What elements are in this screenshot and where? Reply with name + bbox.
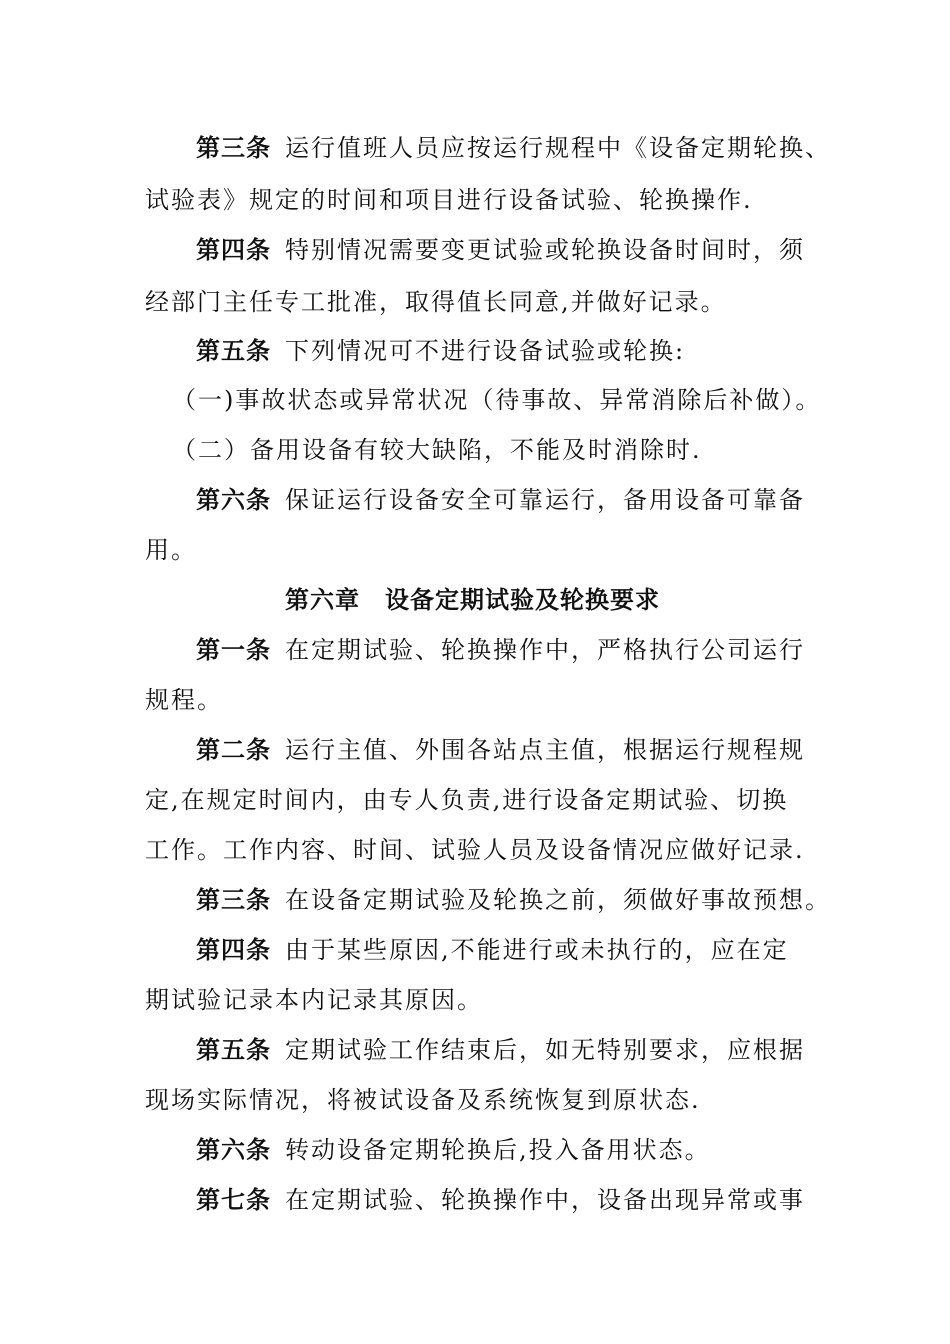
paragraph-c5-line2: 现场实际情况，将被试设备及系统恢复到原状态.: [145, 1086, 701, 1114]
paragraph-c1-line2: 规程。: [145, 686, 223, 714]
paragraph-c2-line2: 定,在规定时间内，由专人负责,进行设备定期试验、切换: [145, 786, 789, 814]
paragraph-c3-line1: [196, 882, 831, 918]
article-heading: 第七条: [196, 1186, 271, 1214]
list-item-2: （二）备用设备有较大缺陷，不能及时消除时.: [172, 436, 702, 464]
paragraph-text: 定期试验工作结束后，如无特别要求，应根据: [285, 1036, 805, 1064]
paragraph-text: 在定期试验、轮换操作中，设备出现异常或事: [285, 1186, 805, 1214]
article-heading: 第五条: [196, 1036, 271, 1064]
paragraph-c5-line1: [196, 1032, 805, 1068]
paragraph-text: 保证运行设备安全可靠运行，备用设备可靠备: [285, 486, 805, 514]
paragraph-text: 下列情况可不进行设备试验或轮换:: [285, 337, 686, 365]
paragraph-art4-line1: [196, 232, 805, 268]
paragraph-art6-line2: 用。: [145, 536, 197, 564]
paragraph-text: 运行值班人员应按运行规程中《设备定期轮换、: [285, 134, 831, 162]
article-heading: 第四条: [196, 236, 271, 264]
article-heading: 第五条: [196, 337, 271, 365]
paragraph-c1-line1: [196, 632, 805, 668]
paragraph-text: 在设备定期试验及轮换之前，须做好事故预想。: [285, 886, 831, 914]
paragraph-art3-line2: 试验表》规定的时间和项目进行设备试验、轮换操作.: [145, 186, 753, 214]
article-heading: 第四条: [196, 936, 271, 964]
paragraph-c2-line3: 工作。工作内容、时间、试验人员及设备情况应做好记录.: [145, 836, 805, 864]
paragraph-art4-line2: 经部门主任专工批准，取得值长同意,并做好记录。: [145, 288, 727, 316]
article-heading: 第三条: [196, 134, 271, 162]
article-heading: 第二条: [196, 736, 271, 764]
article-heading: 第一条: [196, 636, 271, 664]
paragraph-text: 转动设备定期轮换后,投入备用状态。: [285, 1136, 711, 1164]
paragraph-art6-line1: [196, 482, 805, 518]
paragraph-c7-line1: [196, 1182, 805, 1218]
paragraph-art3-line1: [196, 130, 831, 166]
paragraph-text: 在定期试验、轮换操作中，严格执行公司运行: [285, 636, 805, 664]
paragraph-text: 由于某些原因,不能进行或未执行的，应在定: [285, 936, 789, 964]
paragraph-c4-line2: 期试验记录本内记录其原因。: [145, 986, 483, 1014]
paragraph-c4-line1: [196, 932, 789, 968]
article-heading: 第六条: [196, 1136, 271, 1164]
chapter-heading: 第六章 设备定期试验及轮换要求: [285, 586, 660, 614]
paragraph-c6-line1: [196, 1132, 711, 1168]
article-heading: 第三条: [196, 886, 271, 914]
paragraph-text: 运行主值、外围各站点主值，根据运行规程规: [285, 736, 805, 764]
paragraph-c2-line1: [196, 732, 805, 768]
article-heading: 第六条: [196, 486, 271, 514]
paragraph-art5-line1: [196, 333, 685, 369]
list-item-1: （一)事故状态或异常状况（待事故、异常消除后补做）。: [172, 386, 822, 414]
paragraph-text: 特别情况需要变更试验或轮换设备时间时，须: [285, 236, 805, 264]
